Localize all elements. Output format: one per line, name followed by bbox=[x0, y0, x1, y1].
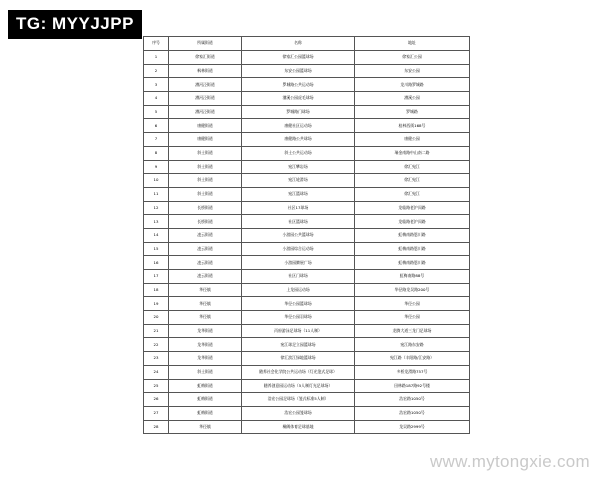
cell-index: 17 bbox=[144, 270, 169, 284]
cell-name: 宛江球足立园篮球场 bbox=[242, 338, 355, 352]
cell-street: 凌云街道 bbox=[169, 228, 242, 242]
cell-address: 华径路龙吴路200号 bbox=[355, 283, 470, 297]
cell-address: 东安公园 bbox=[355, 64, 470, 78]
cell-street: 龙华街道 bbox=[169, 352, 242, 366]
cell-street: 漕河泾街道 bbox=[169, 78, 242, 92]
column-header-name: 名称 bbox=[242, 37, 355, 51]
cell-address: 宛江路东安路 bbox=[355, 338, 470, 352]
cell-name: 宛江攀岩场 bbox=[242, 160, 355, 174]
column-header-index: 序号 bbox=[144, 37, 169, 51]
table-row bbox=[144, 64, 470, 78]
cell-index: 18 bbox=[144, 283, 169, 297]
cell-index: 5 bbox=[144, 105, 169, 119]
cell-name: 宛江篮球场 bbox=[242, 187, 355, 201]
column-header-street: 所属街道 bbox=[169, 37, 242, 51]
cell-address: 龙临路老沪闵路 bbox=[355, 201, 470, 215]
cell-address: 徐汇宛江 bbox=[355, 160, 470, 174]
cell-index: 23 bbox=[144, 352, 169, 366]
cell-name: 康健社区运动场 bbox=[242, 119, 355, 133]
table-row bbox=[144, 174, 470, 188]
cell-street: 康健街道 bbox=[169, 133, 242, 147]
cell-street: 漕河泾街道 bbox=[169, 92, 242, 106]
cell-address: 徐家汇公园 bbox=[355, 51, 470, 65]
table-row bbox=[144, 297, 470, 311]
cell-name: 罗城路门球场 bbox=[242, 105, 355, 119]
cell-street: 长桥街道 bbox=[169, 215, 242, 229]
cell-name: 罗城路公共运动场 bbox=[242, 78, 355, 92]
cell-index: 3 bbox=[144, 78, 169, 92]
cell-street: 虹梅街道 bbox=[169, 406, 242, 420]
cell-street: 华径镇 bbox=[169, 297, 242, 311]
cell-name: 华径公园篮球场 bbox=[242, 297, 355, 311]
watermark-top-left: TG: MYYJJPP bbox=[8, 10, 142, 39]
cell-address: 龙吴路2999号 bbox=[355, 420, 470, 434]
table-row bbox=[144, 119, 470, 133]
table-row bbox=[144, 187, 470, 201]
table-header-row bbox=[144, 37, 470, 51]
cell-street: 虹梅街道 bbox=[169, 379, 242, 393]
cell-address: 康健公园 bbox=[355, 133, 470, 147]
table-row bbox=[144, 352, 470, 366]
table-row bbox=[144, 283, 470, 297]
cell-index: 8 bbox=[144, 146, 169, 160]
document-table-container bbox=[143, 36, 457, 434]
cell-address: 宛江路（丰阳路/江安路） bbox=[355, 352, 470, 366]
cell-street: 华径镇 bbox=[169, 283, 242, 297]
cell-index: 22 bbox=[144, 338, 169, 352]
cell-street: 长桥街道 bbox=[169, 201, 242, 215]
cell-address: 徐汇宛江 bbox=[355, 174, 470, 188]
table-row bbox=[144, 324, 470, 338]
cell-index: 10 bbox=[144, 174, 169, 188]
table-row bbox=[144, 201, 470, 215]
cell-address: 虹梅南路88号 bbox=[355, 270, 470, 284]
cell-address: 浩宏路1050号 bbox=[355, 393, 470, 407]
column-header-address: 地址 bbox=[355, 37, 470, 51]
table-row bbox=[144, 338, 470, 352]
cell-name: 宛江轮滑场 bbox=[242, 174, 355, 188]
cell-name: 社区篮球场 bbox=[242, 215, 355, 229]
cell-index: 14 bbox=[144, 228, 169, 242]
cell-address: 龙腾大道三龙门足球场 bbox=[355, 324, 470, 338]
table-row bbox=[144, 160, 470, 174]
cell-address: 虹梅南路恩川路 bbox=[355, 228, 470, 242]
cell-street: 龙华街道 bbox=[169, 338, 242, 352]
cell-name: 徐汇滨江绿地篮球场 bbox=[242, 352, 355, 366]
cell-index: 6 bbox=[144, 119, 169, 133]
cell-name: 斜土公共运动场 bbox=[242, 146, 355, 160]
cell-name: 社区17球场 bbox=[242, 201, 355, 215]
cell-street: 龙华街道 bbox=[169, 324, 242, 338]
cell-name: 社区门球场 bbox=[242, 270, 355, 284]
cell-address: 华径公园 bbox=[355, 311, 470, 325]
cell-index: 20 bbox=[144, 311, 169, 325]
cell-name: 徐家汇公园篮球场 bbox=[242, 51, 355, 65]
table-row bbox=[144, 78, 470, 92]
cell-index: 28 bbox=[144, 420, 169, 434]
cell-street: 斜土街道 bbox=[169, 187, 242, 201]
cell-index: 15 bbox=[144, 242, 169, 256]
cell-name: 丙府游泳足球场（11人制） bbox=[242, 324, 355, 338]
table-row bbox=[144, 270, 470, 284]
cell-address: 罗城路 bbox=[355, 105, 470, 119]
cell-name: 小游园腾展广场 bbox=[242, 256, 355, 270]
sports-venues-table bbox=[143, 36, 470, 434]
cell-name: 东安公园篮球场 bbox=[242, 64, 355, 78]
cell-index: 11 bbox=[144, 187, 169, 201]
table-row bbox=[144, 92, 470, 106]
cell-street: 漕河泾街道 bbox=[169, 105, 242, 119]
table-row bbox=[144, 311, 470, 325]
table-row bbox=[144, 406, 470, 420]
cell-address: 浩宏路1050号 bbox=[355, 406, 470, 420]
table-row bbox=[144, 228, 470, 242]
table-row bbox=[144, 215, 470, 229]
table-row bbox=[144, 420, 470, 434]
table-body bbox=[144, 51, 470, 434]
cell-address: 田林路187路92号楼 bbox=[355, 379, 470, 393]
table-row bbox=[144, 133, 470, 147]
table-row bbox=[144, 365, 470, 379]
table-row bbox=[144, 393, 470, 407]
cell-index: 9 bbox=[144, 160, 169, 174]
table-row bbox=[144, 242, 470, 256]
cell-street: 凌云街道 bbox=[169, 256, 242, 270]
cell-name: 桐阙体育足球基地 bbox=[242, 420, 355, 434]
cell-street: 斜土街道 bbox=[169, 160, 242, 174]
cell-index: 12 bbox=[144, 201, 169, 215]
table-row bbox=[144, 105, 470, 119]
cell-index: 19 bbox=[144, 297, 169, 311]
cell-street: 华径镇 bbox=[169, 311, 242, 325]
cell-address: 徐汇宛江 bbox=[355, 187, 470, 201]
cell-address: 龙临路老沪闵路 bbox=[355, 215, 470, 229]
table-row bbox=[144, 146, 470, 160]
cell-name: 小游园综合运动场 bbox=[242, 242, 355, 256]
cell-street: 康健街道 bbox=[169, 119, 242, 133]
cell-index: 16 bbox=[144, 256, 169, 270]
cell-name: 随养社会化学院公共运动场（灯光笼式足球） bbox=[242, 365, 355, 379]
cell-index: 4 bbox=[144, 92, 169, 106]
cell-street: 枫林街道 bbox=[169, 64, 242, 78]
cell-index: 25 bbox=[144, 379, 169, 393]
cell-address: 虹梅南路恩川路 bbox=[355, 256, 470, 270]
cell-name: 浩宏公园足球场（笼式标准5人制） bbox=[242, 393, 355, 407]
cell-index: 27 bbox=[144, 406, 169, 420]
cell-street: 华径镇 bbox=[169, 420, 242, 434]
cell-name: 华径公园羽球场 bbox=[242, 311, 355, 325]
watermark-bottom-right: www.mytongxie.com bbox=[429, 452, 590, 471]
cell-address: 华径公园 bbox=[355, 297, 470, 311]
cell-street: 徐家汇街道 bbox=[169, 51, 242, 65]
table-row bbox=[144, 379, 470, 393]
cell-index: 13 bbox=[144, 215, 169, 229]
cell-index: 24 bbox=[144, 365, 169, 379]
cell-street: 凌云街道 bbox=[169, 270, 242, 284]
table-header bbox=[144, 37, 470, 51]
cell-address: 瑞金南路中山南二路 bbox=[355, 146, 470, 160]
cell-index: 7 bbox=[144, 133, 169, 147]
cell-index: 26 bbox=[144, 393, 169, 407]
cell-name: 小游园公共篮球场 bbox=[242, 228, 355, 242]
cell-index: 21 bbox=[144, 324, 169, 338]
cell-address: 漕溪公园 bbox=[355, 92, 470, 106]
cell-name: 上龙园运动场 bbox=[242, 283, 355, 297]
cell-address: 桂林西街168号 bbox=[355, 119, 470, 133]
cell-index: 2 bbox=[144, 64, 169, 78]
table-row bbox=[144, 256, 470, 270]
table-row bbox=[144, 51, 470, 65]
cell-address: 龙川路罗城路 bbox=[355, 78, 470, 92]
cell-index: 1 bbox=[144, 51, 169, 65]
cell-street: 斜土街道 bbox=[169, 146, 242, 160]
cell-name: 浩宏公园笼球场 bbox=[242, 406, 355, 420]
cell-street: 斜土街道 bbox=[169, 174, 242, 188]
cell-address: 多桥龙滑路757号 bbox=[355, 365, 470, 379]
cell-street: 凌云街道 bbox=[169, 242, 242, 256]
cell-street: 虹梅街道 bbox=[169, 393, 242, 407]
cell-street: 斜土街道 bbox=[169, 365, 242, 379]
cell-address: 虹梅南路恩川路 bbox=[355, 242, 470, 256]
cell-name: 康健路公共球场 bbox=[242, 133, 355, 147]
cell-name: 随养创意园运动场（5人制灯光足球场） bbox=[242, 379, 355, 393]
cell-name: 漕溪公园虎毛球场 bbox=[242, 92, 355, 106]
